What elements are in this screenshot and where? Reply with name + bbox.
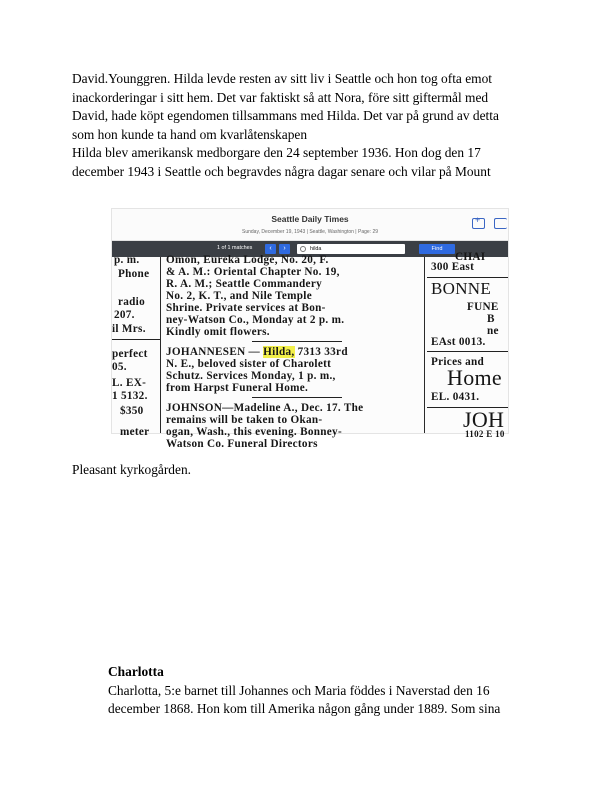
search-input[interactable] — [297, 244, 405, 254]
clip-text: $350 — [120, 405, 144, 417]
clip-text: Shrine. Private services at Bon- — [166, 302, 326, 314]
newspaper-scan — [112, 251, 508, 450]
section-heading: Charlotta — [108, 664, 164, 679]
search-value: hilda — [310, 246, 322, 252]
clip-text: JOH — [463, 407, 505, 432]
clip-text: ne — [487, 325, 499, 337]
clip-text: EL. 0431. — [431, 391, 480, 403]
divider — [252, 341, 342, 342]
charlotta-section — [108, 663, 548, 719]
newspaper-subtitle: Sunday, December 19, 1943 | Seattle, Washington | Page: 29 — [241, 229, 378, 235]
clip-text: Phone — [118, 268, 150, 280]
clip-text: 7313 33rd — [294, 346, 348, 358]
text-line: december 1868. Hon kom till Amerika någon gång under 1889. Som sina — [108, 701, 501, 717]
newspaper-title: Seattle Daily Times — [271, 214, 349, 224]
clip-text: Schutz. Services Monday, 1 p. m., — [166, 370, 336, 382]
text-line: David.Younggren. Hilda levde resten av sitt liv i Seattle och hon tog ofta emot — [72, 71, 492, 86]
clip-text: il Mrs. — [112, 323, 146, 335]
middle-column — [162, 254, 425, 450]
clip-text: L. EX- — [112, 377, 147, 389]
text-line: december 1943 i Seattle och begravdes några dagar senare och vilar på Mount — [72, 163, 491, 179]
left-column — [112, 254, 161, 438]
right-column — [427, 251, 508, 439]
text-line: David, hade köpt egendomen tillsammans med Hilda. Det var på grund av detta — [72, 108, 499, 124]
clip-text: CHAI — [455, 251, 486, 263]
clip-text: Omon, Eureka Lodge, No. 20, F. — [166, 254, 329, 266]
clip-text: 300 East — [431, 261, 475, 273]
share-icon[interactable] — [494, 218, 507, 229]
search-icon — [300, 246, 306, 252]
clip-text: & A. M.: Oriental Chapter No. 19, — [166, 266, 340, 278]
previous-match-button[interactable]: ‹ — [265, 244, 276, 254]
clip-text: perfect — [112, 348, 148, 360]
clip-text: JOHNSON—Madeline A., Dec. 17. The — [166, 402, 364, 414]
obituary-hilda-heading — [166, 346, 348, 358]
text-line: Hilda blev amerikansk medborgare den 24 september 1936. Hon dog den 17 — [72, 145, 481, 161]
body-paragraph-1 — [72, 70, 542, 182]
clip-text: 1 5132. — [112, 390, 148, 402]
viewer-header — [112, 209, 508, 241]
clip-text: B — [487, 313, 495, 325]
clip-text: No. 2, K. T., and Nile Temple — [166, 290, 312, 302]
clip-text: 207. — [114, 309, 135, 321]
divider — [112, 339, 160, 340]
newspaper-clipping-image — [111, 208, 509, 450]
text-line: som hon kunde ta hand om kvarlåtenskapen — [72, 126, 308, 142]
text-line: Charlotta, 5:e barnet till Johannes och Maria föddes i Naverstad den 16 — [108, 682, 490, 698]
clip-text: Watson Co. Funeral Directors — [166, 438, 318, 450]
clip-text: N. E., beloved sister of Charolett — [166, 358, 332, 370]
clip-text: remains will be taken to Okan- — [166, 414, 323, 426]
clip-text: FUNE — [467, 301, 499, 313]
clip-text: JOHANNESEN — — [166, 346, 264, 358]
body-paragraph-2: Pleasant kyrkogården. — [72, 462, 191, 477]
clip-text: Prices and — [431, 356, 485, 368]
divider — [427, 277, 508, 278]
clip-text: Kindly omit flowers. — [166, 326, 270, 338]
clip-text: meter — [120, 426, 150, 438]
clip-text: 1102 E 10 — [465, 429, 505, 439]
clip-text: R. A. M.; Seattle Commandery — [166, 278, 322, 290]
find-button[interactable]: Find — [419, 244, 455, 254]
search-highlight: Hilda, — [263, 346, 295, 358]
clip-text: EAst 0013. — [431, 336, 486, 348]
clip-text: ogan, Wash., this evening. Bonney- — [166, 426, 342, 438]
clip-text: BONNE — [431, 279, 492, 298]
clip-text: radio — [118, 296, 145, 308]
next-match-button[interactable]: › — [279, 244, 290, 254]
text-line: inackorderingar i sitt hem. Det var faktiskt så att Nora, före sitt giftermål med — [72, 89, 489, 105]
clip-text: p. m. — [114, 254, 140, 266]
match-count: 1 of 1 matches — [217, 245, 253, 251]
divider — [252, 397, 342, 398]
clip-text: Home — [447, 365, 502, 390]
clip-text: 05. — [112, 361, 127, 373]
clip-text: from Harpst Funeral Home. — [166, 382, 309, 394]
add-page-icon[interactable] — [472, 218, 485, 229]
divider — [427, 351, 508, 352]
clip-text: ney-Watson Co., Monday at 2 p. m. — [166, 314, 345, 326]
